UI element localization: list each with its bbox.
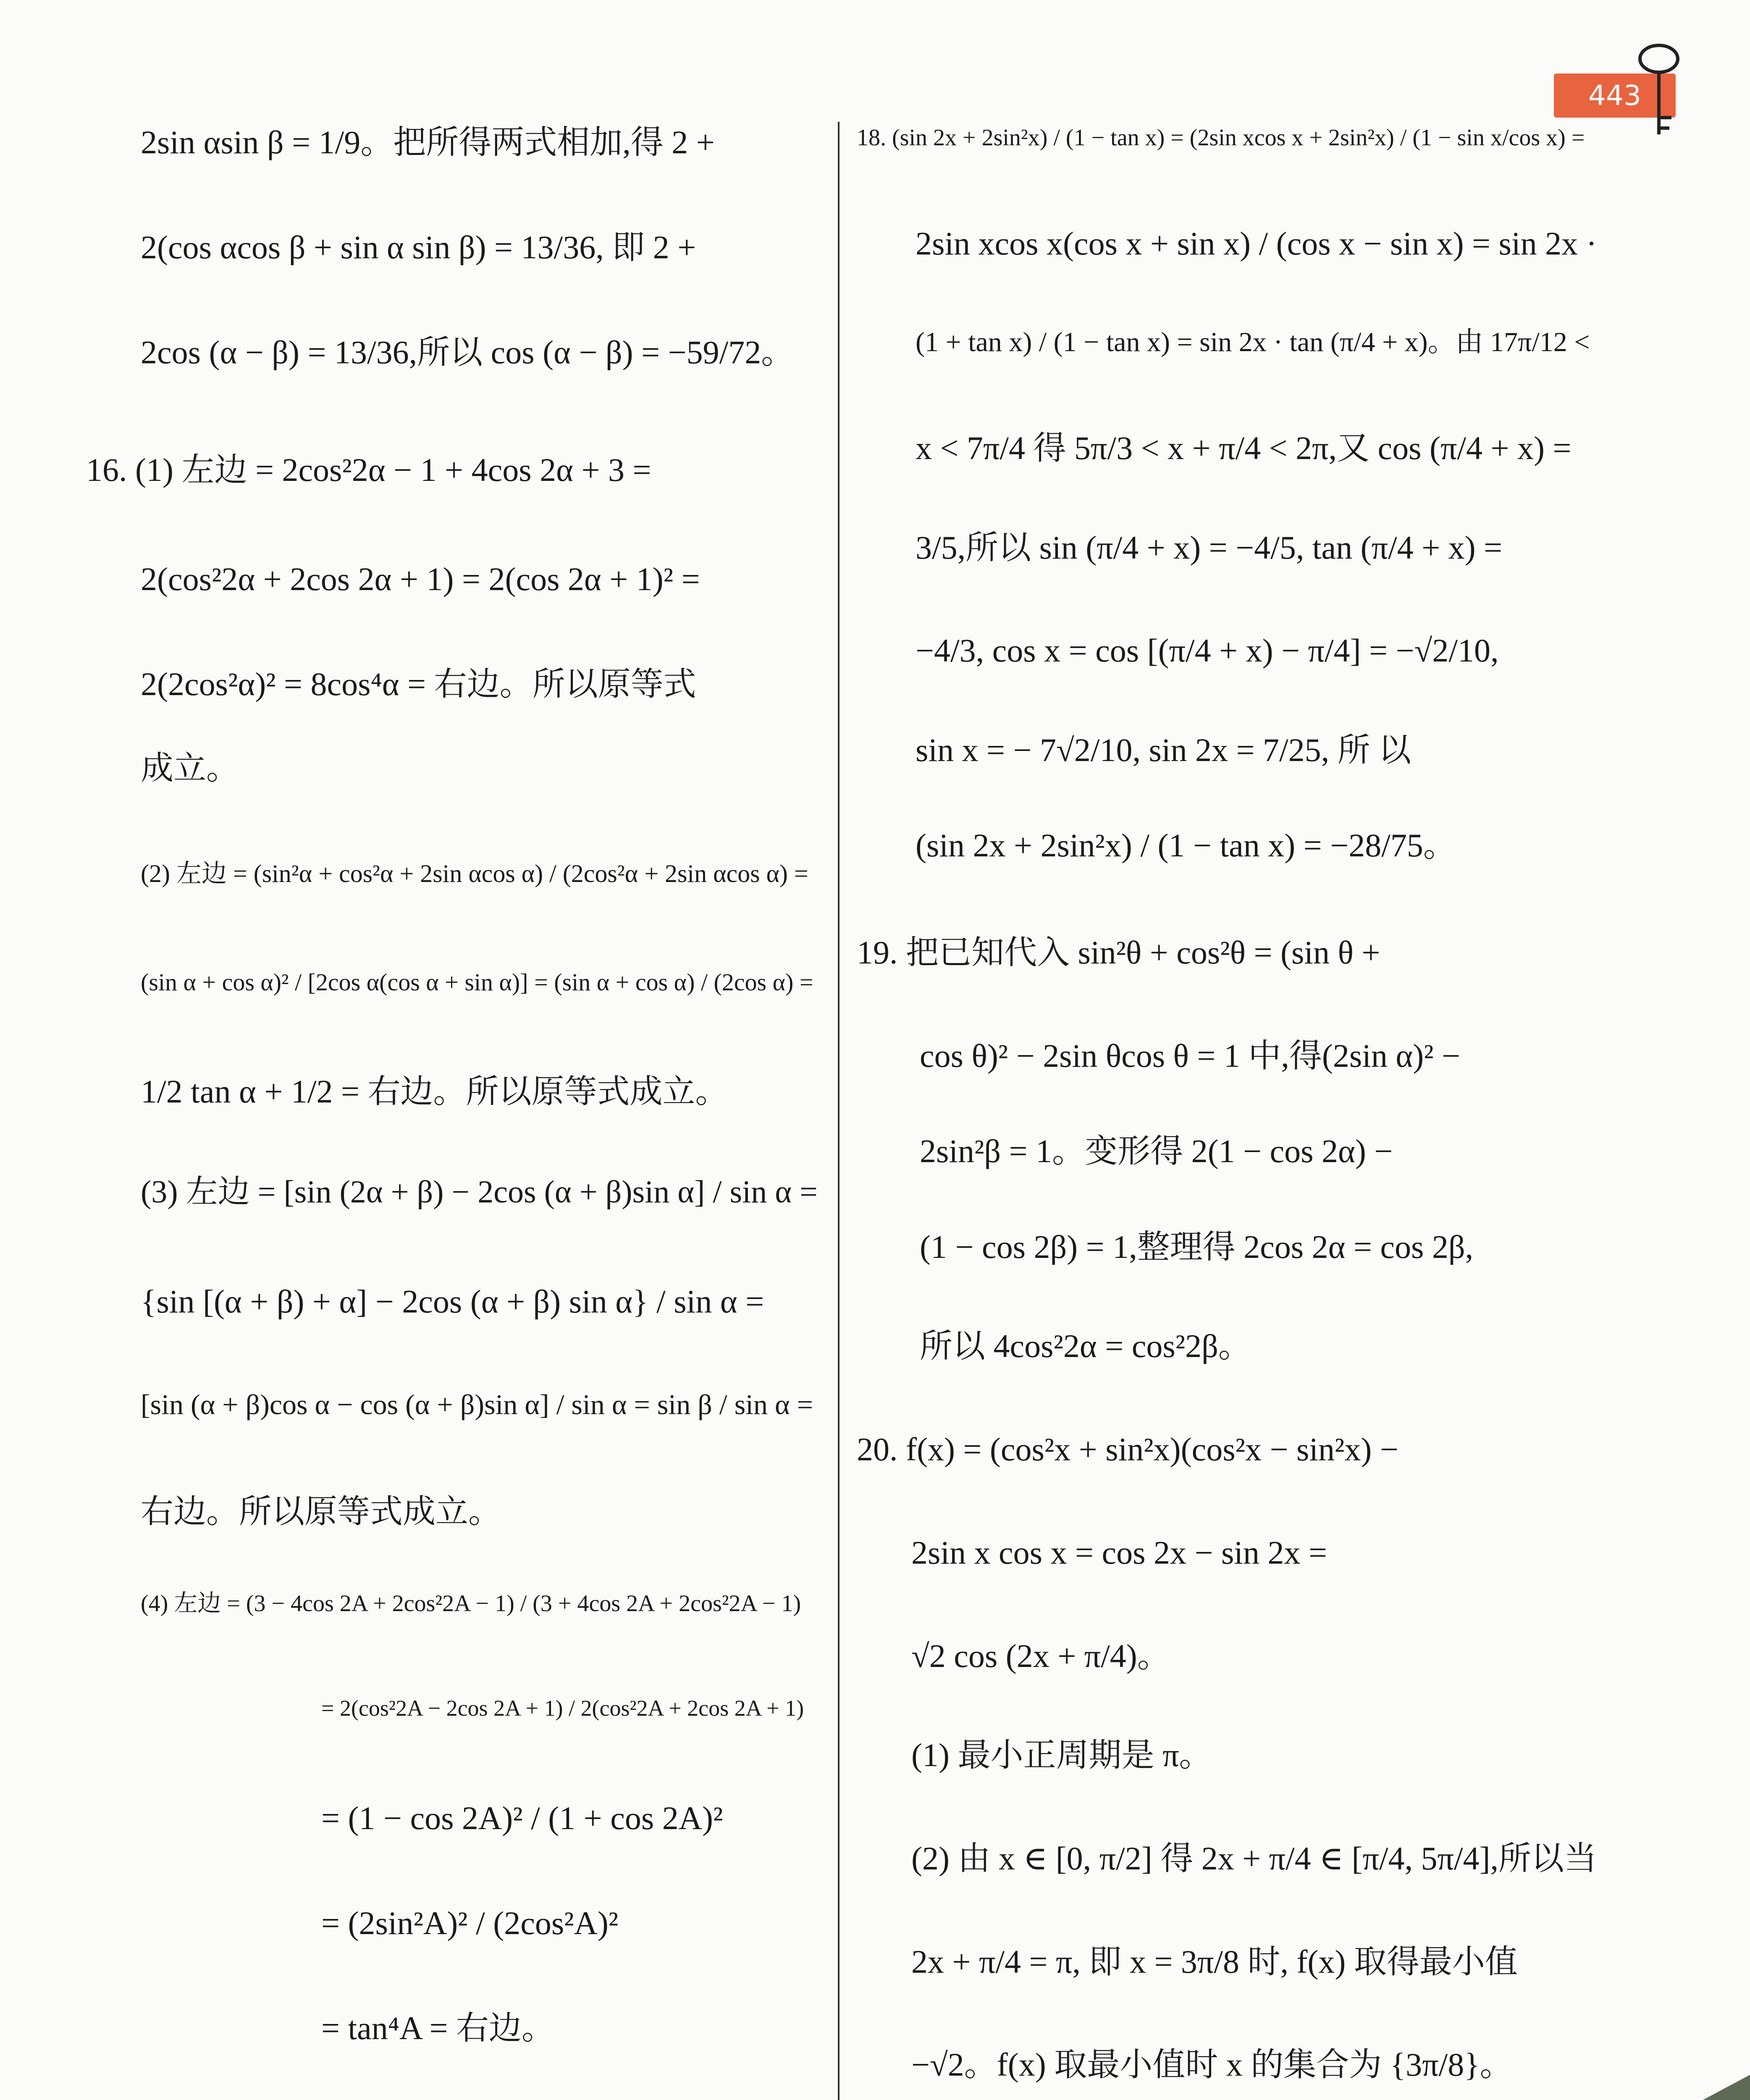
- right-column-line: 3/5,所以 sin (π/4 + x) = −4/5, tan (π/4 + x) =: [916, 529, 1503, 566]
- right-column-line: 所以 4cos²2α = cos²2β。: [920, 1328, 1251, 1364]
- right-column-line: √2 cos (2x + π/4)。: [911, 1638, 1170, 1674]
- left-column-line: 右边。所以原等式成立。: [141, 1493, 501, 1530]
- right-column-line: (1 − cos 2β) = 1,整理得 2cos 2α = cos 2β,: [920, 1228, 1474, 1265]
- left-column-line: (3) 左边 = [sin (2α + β) − 2cos (α + β)sin α] / sin α =: [141, 1174, 818, 1210]
- left-column-line: (sin α + cos α)² / [2cos α(cos α + sin α)] = (sin α + cos α) / (2cos α) =: [141, 969, 813, 996]
- right-column-line: (1) 最小正周期是 π。: [911, 1737, 1212, 1773]
- right-column-line: 2x + π/4 = π, 即 x = 3π/8 时, f(x) 取得最小值: [911, 1943, 1518, 1980]
- right-column-line: (1 + tan x) / (1 − tan x) = sin 2x · tan (π/4 + x)。由 17π/12 <: [916, 327, 1590, 357]
- right-column-line: 2sin x cos x = cos 2x − sin 2x =: [911, 1534, 1327, 1571]
- left-column-line: [sin (α + β)cos α − cos (α + β)sin α] / sin α = sin β / sin α =: [141, 1389, 813, 1420]
- right-column-line: 19. 把已知代入 sin²θ + cos²θ = (sin θ +: [857, 934, 1380, 971]
- right-column-line: x < 7π/4 得 5π/3 < x + π/4 < 2π,又 cos (π/4 + x) =: [916, 430, 1572, 466]
- left-column-line: (2) 左边 = (sin²α + cos²α + 2sin αcos α) / (2cos²α + 2sin αcos α) =: [141, 860, 808, 887]
- right-column-line: cos θ)² − 2sin θcos θ = 1 中,得(2sin α)² −: [920, 1037, 1461, 1074]
- left-column-line: 2(2cos²α)² = 8cos⁴α = 右边。所以原等式: [141, 666, 696, 702]
- key-clip-icon: [1629, 38, 1688, 139]
- column-divider: [838, 122, 840, 2100]
- right-column-line: −4/3, cos x = cos [(π/4 + x) − π/4] = −√2/10,: [916, 632, 1499, 669]
- right-column-line: 20. f(x) = (cos²x + sin²x)(cos²x − sin²x) −: [857, 1431, 1398, 1467]
- right-column-line: 18. (sin 2x + 2sin²x) / (1 − tan x) = (2sin xcos x + 2sin²x) / (1 − sin x/cos x) =: [857, 125, 1585, 151]
- left-column-line: 2cos (α − β) = 13/36,所以 cos (α − β) = −59/72。: [141, 334, 794, 370]
- right-column-line: 2sin xcos x(cos x + sin x) / (cos x − sin x) = sin 2x ·: [916, 225, 1597, 262]
- right-column-line: sin x = − 7√2/10, sin 2x = 7/25, 所 以: [916, 732, 1412, 768]
- left-column-line: 16. (1) 左边 = 2cos²2α − 1 + 4cos 2α + 3 =: [86, 452, 651, 488]
- left-column-line: 2(cos αcos β + sin α sin β) = 13/36, 即 2 +: [141, 229, 696, 265]
- left-column-line: = 2(cos²2A − 2cos 2A + 1) / 2(cos²2A + 2cos 2A + 1): [321, 1696, 804, 1721]
- left-column-line: 1/2 tan α + 1/2 = 右边。所以原等式成立。: [141, 1073, 728, 1110]
- page-number-badge: 443: [1554, 74, 1676, 118]
- right-column-line: (2) 由 x ∈ [0, π/2] 得 2x + π/4 ∈ [π/4, 5π/4],所以当: [911, 1840, 1597, 1877]
- left-column-line: {sin [(α + β) + α] − 2cos (α + β) sin α} / sin α =: [141, 1283, 764, 1320]
- right-column-line: (sin 2x + 2sin²x) / (1 − tan x) = −28/75。: [916, 827, 1456, 864]
- left-column-line: 2(cos²2α + 2cos 2α + 1) = 2(cos 2α + 1)² =: [141, 561, 700, 597]
- left-column-line: = (1 − cos 2A)² / (1 + cos 2A)²: [321, 1800, 723, 1836]
- left-column-line: = (2sin²A)² / (2cos²A)²: [321, 1905, 619, 1941]
- left-column-line: = tan⁴A = 右边。: [321, 2010, 554, 2046]
- left-column-line: (4) 左边 = (3 − 4cos 2A + 2cos²2A − 1) / (3 + 4cos 2A + 2cos²2A − 1): [141, 1591, 801, 1617]
- left-column-line: 2sin αsin β = 1/9。把所得两式相加,得 2 +: [141, 124, 715, 160]
- left-column-line: 成立。: [141, 750, 239, 786]
- right-column-line: 2sin²β = 1。变形得 2(1 − cos 2α) −: [920, 1133, 1393, 1169]
- right-column-line: −√2。f(x) 取最小值时 x 的集合为 {3π/8}。: [911, 2046, 1513, 2083]
- side-tab: [1608, 2075, 1750, 2100]
